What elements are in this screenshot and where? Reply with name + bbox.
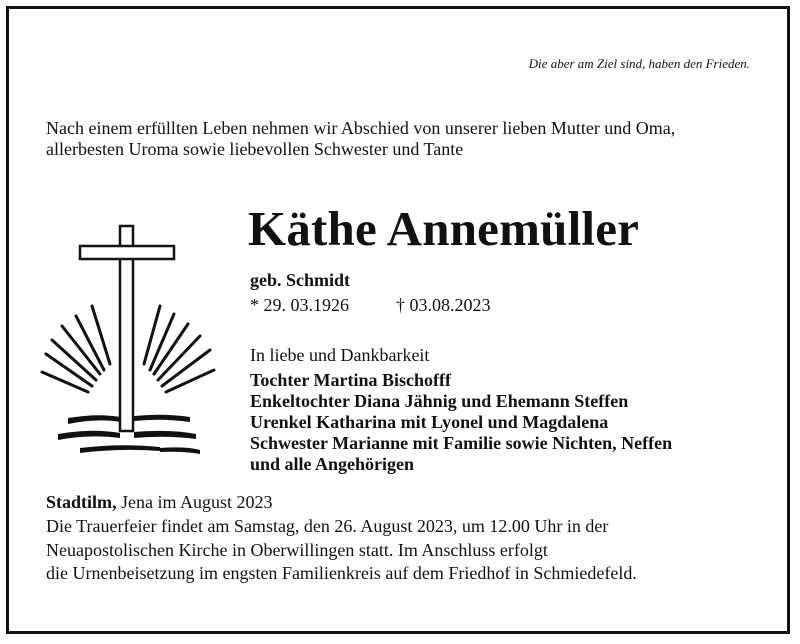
death-date: † 03.08.2023	[396, 295, 491, 315]
mourner-line: und alle Angehörigen	[250, 454, 415, 474]
ceremony-line: die Urnenbeisetzung im engsten Familienkreis auf dem Friedhof in Schmiedefeld.	[46, 563, 637, 583]
birth-name: geb. Schmidt	[250, 270, 351, 290]
intro-text	[46, 118, 766, 160]
mourner-line: Urenkel Katharina mit Lyonel und Magdalena	[250, 412, 609, 432]
ceremony-line: Die Trauerfeier findet am Samstag, den 26. August 2023, um 12.00 Uhr in der	[46, 516, 609, 536]
place-date-line	[46, 492, 273, 513]
mourner-line: Schwester Marianne mit Familie sowie Nichten, Neffen	[250, 433, 673, 453]
mourner-line: Tochter Martina Bischofff	[250, 370, 451, 390]
intro-line: Nach einem erfüllten Leben nehmen wir Abschied von unserer lieben Mutter und Oma,	[46, 118, 676, 138]
thanks-line: In liebe und Dankbarkeit	[250, 345, 430, 365]
motto: Die aber am Ziel sind, haben den Frieden.	[528, 56, 750, 71]
ceremony-line: Neuapostolischen Kirche in Oberwillingen statt. Im Anschluss erfolgt	[46, 539, 548, 560]
mourner-line: Enkeltochter Diana Jähnig und Ehemann Steffen	[250, 391, 629, 411]
mourners-list	[250, 370, 730, 475]
intro-line: allerbesten Uroma sowie liebevollen Schwester und Tante	[46, 139, 464, 159]
place-town: Stadtilm,	[46, 492, 117, 512]
place-date: Jena im August 2023	[116, 492, 273, 512]
deceased-name: Käthe Annemüller	[248, 201, 640, 256]
ceremony-text	[46, 515, 766, 586]
birth-date: * 29. 03.1926	[250, 295, 349, 315]
cross-rising-sun-icon	[40, 222, 222, 462]
